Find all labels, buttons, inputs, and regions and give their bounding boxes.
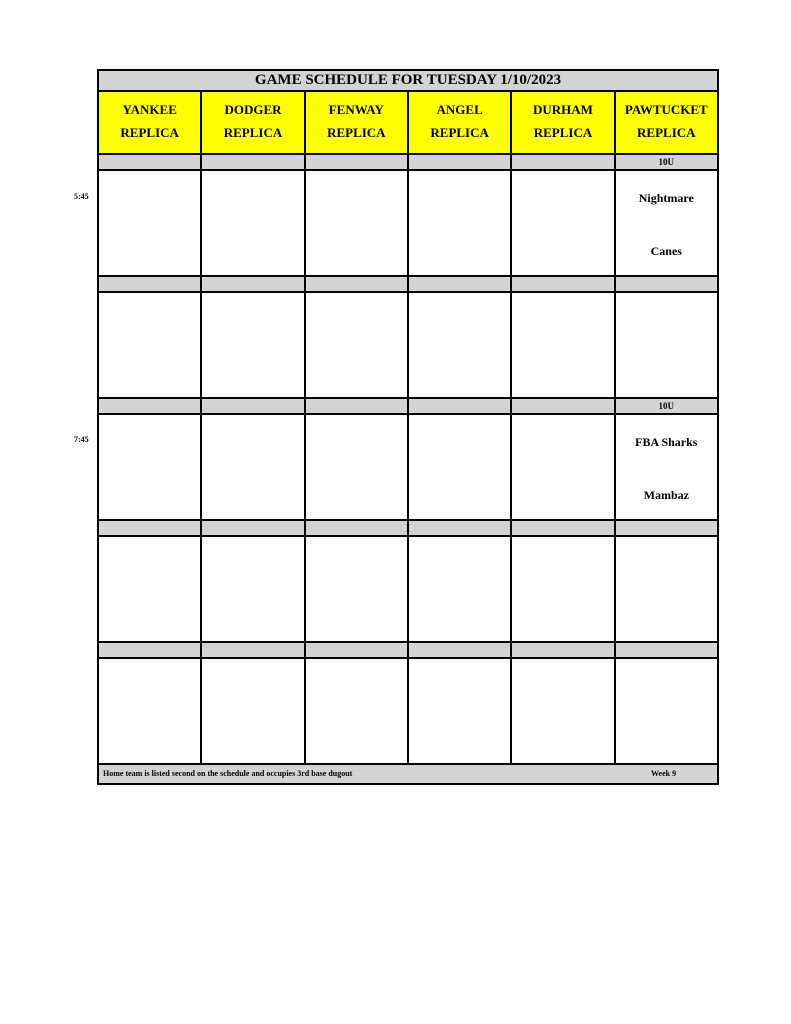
game-row [99, 171, 717, 277]
schedule-grid [99, 155, 717, 765]
home-team-note: Home team is listed second on the schedule and occupies 3rd base dugout [103, 769, 353, 778]
game-cell [202, 293, 305, 397]
game-cell [202, 415, 305, 519]
game-cell [616, 537, 717, 641]
field-sub: REPLICA [430, 125, 489, 140]
game-cell [306, 171, 409, 275]
game-cell [512, 293, 615, 397]
game-cell [306, 659, 409, 763]
division-cell [202, 643, 305, 657]
away-team: Nightmare [638, 191, 694, 205]
game-cell [409, 537, 512, 641]
home-team: Canes [650, 244, 682, 258]
division-row [99, 155, 717, 171]
division-cell [512, 399, 615, 413]
game-cell [202, 659, 305, 763]
division-row [99, 521, 717, 537]
schedule-footer [99, 765, 717, 783]
division-cell [512, 277, 615, 291]
division-cell [99, 277, 202, 291]
division-cell [306, 643, 409, 657]
division-cell: 10U [658, 401, 675, 411]
time-slot [99, 155, 717, 277]
division-cell [409, 643, 512, 657]
game-cell [616, 293, 717, 397]
division-cell [306, 155, 409, 169]
game-row [99, 415, 717, 521]
division-cell [202, 521, 305, 535]
field-header-yankee [99, 92, 202, 153]
home-team: Mambaz [643, 488, 689, 502]
field-sub: REPLICA [327, 125, 386, 140]
field-name: DURHAM [533, 102, 593, 117]
game-cell [512, 659, 615, 763]
field-header-durham [512, 92, 615, 153]
division-cell: 10U [658, 157, 675, 167]
field-sub: REPLICA [120, 125, 179, 140]
division-row [99, 277, 717, 293]
field-header-row [99, 92, 717, 155]
division-cell [99, 399, 202, 413]
game-cell [512, 537, 615, 641]
division-cell [409, 155, 512, 169]
game-cell [306, 415, 409, 519]
game-cell [616, 171, 717, 275]
field-name: YANKEE [122, 102, 177, 117]
division-cell [99, 155, 202, 169]
division-cell [202, 399, 305, 413]
field-header-fenway [306, 92, 409, 153]
division-cell [409, 521, 512, 535]
division-cell [409, 399, 512, 413]
division-cell [202, 277, 305, 291]
game-cell [306, 293, 409, 397]
game-cell [202, 171, 305, 275]
division-cell [306, 399, 409, 413]
division-cell [99, 643, 202, 657]
division-cell [409, 277, 512, 291]
game-cell [616, 659, 717, 763]
time-label-545: 5:45 [74, 192, 89, 201]
week-label: Week 9 [651, 769, 677, 778]
game-cell [306, 537, 409, 641]
game-cell [99, 293, 202, 397]
division-cell [512, 521, 615, 535]
game-row [99, 659, 717, 765]
game-cell [512, 171, 615, 275]
field-name: ANGEL [436, 102, 483, 117]
time-slot [99, 521, 717, 643]
game-row [99, 537, 717, 643]
division-cell [306, 521, 409, 535]
division-cell [512, 643, 615, 657]
game-cell [202, 537, 305, 641]
division-cell [616, 277, 717, 291]
field-name: FENWAY [328, 102, 384, 117]
schedule-title: GAME SCHEDULE FOR TUESDAY 1/10/2023 [99, 71, 717, 92]
game-cell [99, 171, 202, 275]
division-cell [202, 155, 305, 169]
field-header-pawtucket [616, 92, 717, 153]
game-cell [616, 415, 717, 519]
field-name: PAWTUCKET [624, 102, 708, 117]
field-sub: REPLICA [637, 125, 696, 140]
field-sub: REPLICA [533, 125, 593, 140]
game-cell [409, 293, 512, 397]
game-cell [99, 415, 202, 519]
field-header-dodger [202, 92, 305, 153]
field-sub: REPLICA [223, 125, 283, 140]
game-cell [409, 171, 512, 275]
time-label-745: 7:45 [74, 435, 89, 444]
game-cell [409, 659, 512, 763]
away-team: FBA Sharks [635, 435, 698, 449]
division-cell [512, 155, 615, 169]
division-cell [99, 521, 202, 535]
time-slot [99, 643, 717, 765]
game-cell [512, 415, 615, 519]
field-name: DODGER [224, 102, 282, 117]
division-row [99, 643, 717, 659]
game-cell [99, 659, 202, 763]
field-header-angel [409, 92, 512, 153]
division-cell [616, 521, 717, 535]
division-row [99, 399, 717, 415]
game-row [99, 293, 717, 399]
game-cell [409, 415, 512, 519]
schedule-sheet [97, 69, 719, 785]
division-cell [616, 643, 717, 657]
time-slot [99, 399, 717, 521]
game-cell [99, 537, 202, 641]
time-slot [99, 277, 717, 399]
division-cell [306, 277, 409, 291]
